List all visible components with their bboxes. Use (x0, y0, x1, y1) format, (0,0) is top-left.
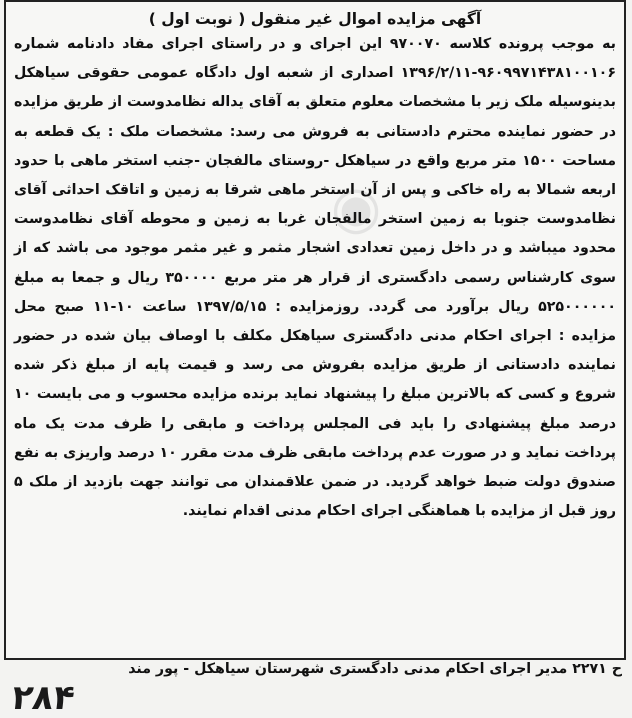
watermark-logo: ◉ (330, 173, 382, 241)
notice-title: آگهی مزایده اموال غیر منقول ( نوبت اول ) (148, 10, 482, 28)
notice-footer: ح ۲۲۷۱ مدیر اجرای احکام مدنی دادگستری شهرستان سیاهکل - پور مند (128, 661, 622, 677)
notice-body (6, 30, 624, 526)
notice-paragraph: به موجب پرونده کلاسه ۹۷۰۰۷۰ این اجرای و در راستای اجرای مفاد دادنامه شماره ۹۶۰۹۹۷۱۴۳۸۱۰۰۱۰۶-۱۳۹۶/۲/۱۱ اصداری از شعبه اول دادگاه عمومی حقوقی سیاهکل بدینوسیله ملک زیر با مشخصات معلوم متعلق به آقای یداله نظامدوست از طریق مزایده در حضور نماینده محترم دادستانی به فروش می رسد: مشخصات ملک : یک قطعه به مساحت ۱۵۰۰ متر مربع واقع در سیاهکل -روستای مالفجان -جنب استخر ماهی با حدود اربعه شمالا به راه خاکی و پس از آن استخر ماهی شرقا به زمین و اتاقک احداثی آقای نظامدوست جنوبا به زمین استخر مالفجان غربا به زمین و محوطه آقای نظامدوست محدود میباشد و در داخل زمین تعدادی اشجار مثمر و غیر مثمر موجود می باشد که از سوی کارشناس رسمی دادگستری از قرار هر متر مربع ۳۵۰۰۰۰ ریال و جمعا به مبلغ ۵۲۵۰۰۰۰۰۰ ریال برآورد می گردد. روزمزایده : ۱۳۹۷/۵/۱۵ ساعت ۱۰-۱۱ صبح محل مزایده : اجرای احکام مدنی دادگستری سیاهکل مکلف با اوصاف بیان شده در حضور نماینده دادستانی از طریق مزایده بفروش می رسد و قیمت پایه از مبلغ ذکر شده شروع و کسی که بالاترین مبلغ را پیشنهاد نماید برنده مزایده محسوب و می بایست ۱۰ درصد مبلغ پیشنهادی را باید فی المجلس پرداخت و مابقی را ظرف مدت یک ماه پرداخت نماید و در صورت عدم پرداخت مابقی ظرف مدت مقرر ۱۰ درصد واریزی به نفع صندوق دولت ضبط خواهد گردید. در ضمن علاقمندان می توانند جهت بازدید از ملک ۵ روز قبل از مزایده با هماهنگی اجرای احکام مدنی اقدام نمایند. (14, 36, 617, 520)
page-number: ۲۸۴ (9, 678, 78, 718)
auction-notice (4, 0, 626, 660)
